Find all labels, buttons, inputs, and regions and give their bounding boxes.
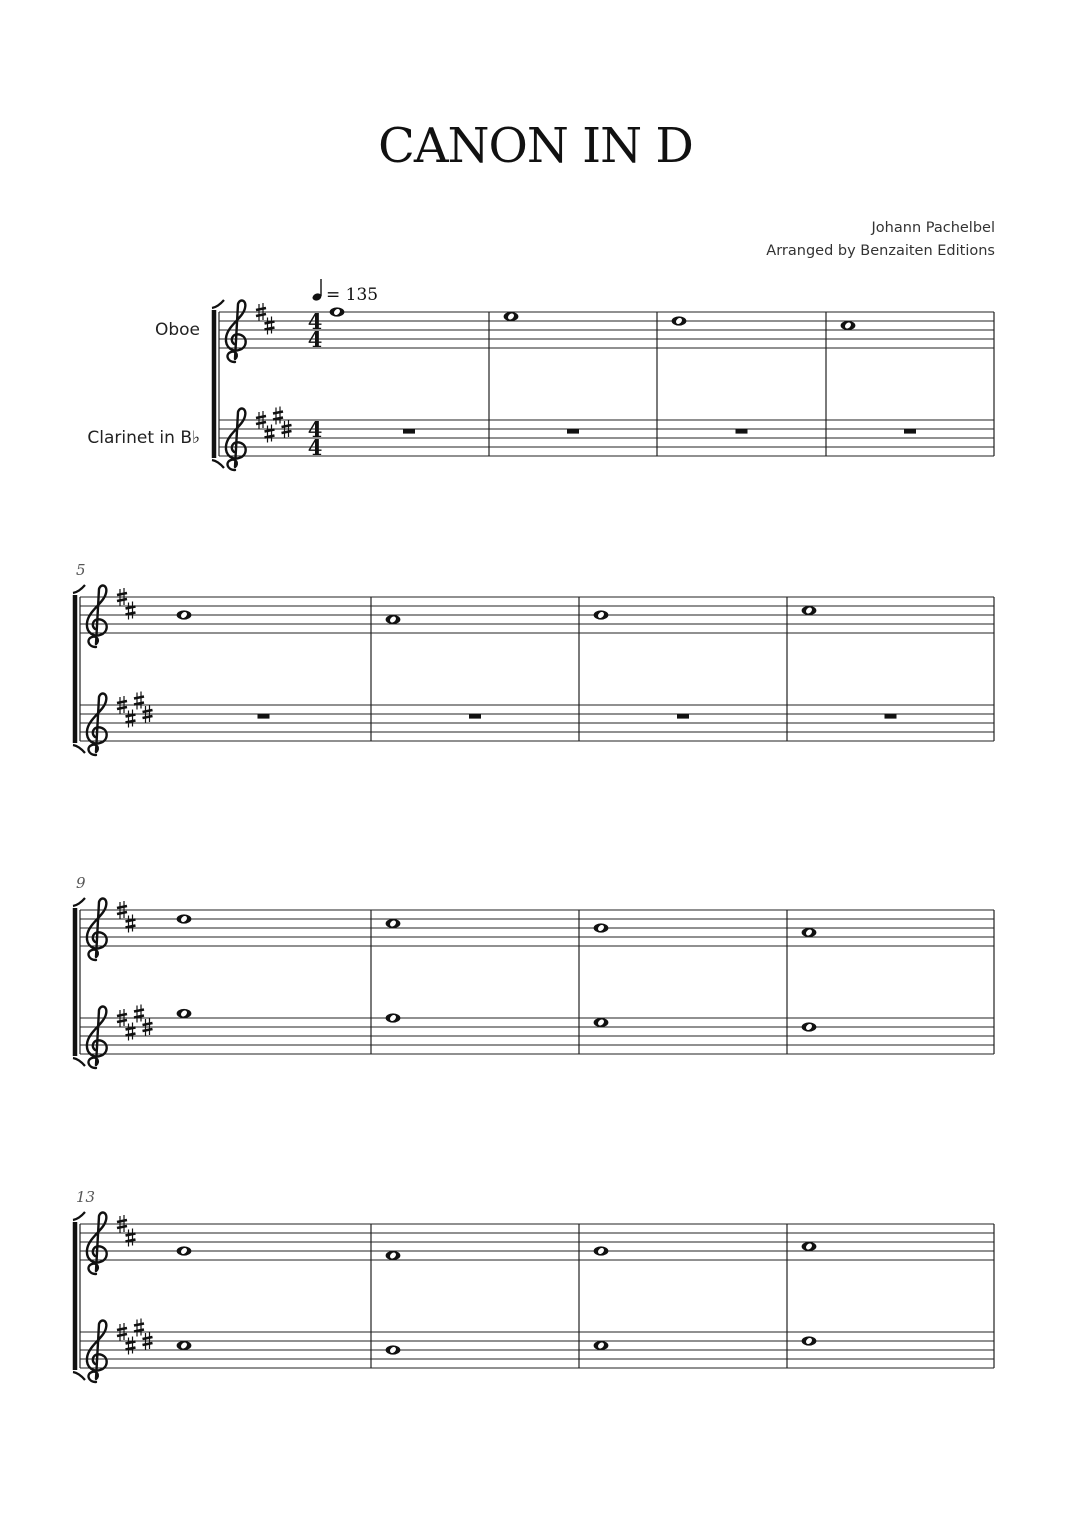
system-3-m1-oboe-whole-note xyxy=(177,914,192,923)
system-1-oboe-key-sharp-2-stroke xyxy=(265,328,275,330)
system-1-oboe-key-sharp-1-stroke xyxy=(256,308,266,310)
system-3-clarinet-key-sharp-1-stroke xyxy=(117,1014,127,1016)
system-2-m4-clarinet-whole-rest xyxy=(885,714,897,719)
system-2-m2-clarinet-whole-rest xyxy=(469,714,481,719)
system-4-oboe-key-sharp-2-stroke xyxy=(126,1240,136,1242)
system-4-clarinet-key-sharp-1-stroke xyxy=(117,1328,127,1330)
system-4-m1-clarinet-whole-note xyxy=(177,1341,192,1350)
system-1-oboe-treble-clef xyxy=(226,301,246,362)
system-4-m2-oboe-whole-note xyxy=(386,1251,401,1260)
system-3-measure-number: 9 xyxy=(76,874,86,892)
system-1-clarinet-key-sharp-3 xyxy=(273,407,283,425)
system-4-clarinet-key-sharp-4-stroke xyxy=(143,1343,153,1345)
system-1-m3-oboe-whole-note xyxy=(672,316,687,325)
system-2-clarinet-key-sharp-4-stroke xyxy=(143,716,153,718)
system-4-bracket-cap-bottom xyxy=(73,1372,85,1380)
system-1-clarinet-key-sharp-4-stroke xyxy=(282,425,292,427)
system-1-clarinet-key-sharp-1-stroke xyxy=(256,422,266,424)
system-1-clarinet-key-sharp-3-stroke xyxy=(273,412,283,414)
instrument-label-clarinet: Clarinet in B♭ xyxy=(87,428,200,448)
system-2-oboe-key-sharp-1-stroke xyxy=(117,599,127,601)
system-4-oboe-treble-clef xyxy=(87,1213,107,1274)
system-1-clarinet-key-sharp-1-stroke xyxy=(256,416,266,418)
system-2-clarinet-key-sharp-3-stroke xyxy=(134,703,144,705)
system-1-oboe-key-sharp-2 xyxy=(265,317,275,335)
system-3-m4-clarinet-whole-note xyxy=(802,1022,817,1031)
system-1-bracket-cap-bottom xyxy=(212,460,224,468)
system-4-oboe-key-sharp-2-stroke xyxy=(126,1234,136,1236)
system-4-m2-clarinet-whole-note xyxy=(386,1345,401,1354)
system-4-clarinet-key-sharp-3 xyxy=(134,1319,144,1337)
system-1-m2-clarinet-whole-rest xyxy=(567,429,579,434)
system-1-m4-oboe-whole-note xyxy=(841,321,856,330)
system-2-clarinet-key-sharp-2-stroke xyxy=(126,721,136,723)
system-1-oboe-key-sharp-2-stroke xyxy=(265,322,275,324)
system-3-oboe-key-sharp-1-stroke xyxy=(117,906,127,908)
system-3-oboe-treble-clef xyxy=(87,899,107,960)
system-2-bracket-cap-bottom xyxy=(73,745,85,753)
system-3-m4-oboe-whole-note xyxy=(802,928,817,937)
system-2-clarinet-key-sharp-1-stroke xyxy=(117,701,127,703)
system-1-clarinet-key-sharp-3-stroke xyxy=(273,418,283,420)
system-4-oboe-key-sharp-2 xyxy=(126,1229,136,1247)
system-1-oboe-treble-clef-glyph xyxy=(226,301,246,362)
system-3-clarinet-treble-clef xyxy=(87,1007,107,1068)
system-3-m1-clarinet-whole-note xyxy=(177,1009,192,1018)
system-4-oboe-key-sharp-1-stroke xyxy=(117,1226,127,1228)
system-1-clarinet-time-signature-bottom: 4 xyxy=(307,435,323,460)
system-4-oboe-key-sharp-1-stroke xyxy=(117,1220,127,1222)
system-3-oboe-key-sharp-1-stroke xyxy=(117,912,127,914)
arranger-credit: Arranged by Benzaiten Editions xyxy=(766,243,995,259)
system-2-clarinet-treble-clef xyxy=(87,694,107,755)
system-2-bracket-cap-top xyxy=(73,585,85,593)
system-3-bracket-cap-bottom xyxy=(73,1058,85,1066)
system-4-oboe-treble-clef-glyph xyxy=(87,1213,107,1274)
system-3-oboe-key-sharp-2-stroke xyxy=(126,926,136,928)
system-4-clarinet-key-sharp-3-stroke xyxy=(134,1324,144,1326)
system-2-oboe-key-sharp-1-stroke xyxy=(117,593,127,595)
score-title: CANON IN D xyxy=(378,118,693,174)
system-2-oboe-key-sharp-2-stroke xyxy=(126,613,136,615)
system-3-clarinet-key-sharp-4-stroke xyxy=(143,1023,153,1025)
system-1-clarinet-key-sharp-2 xyxy=(265,425,275,443)
system-3-oboe-key-sharp-2-stroke xyxy=(126,920,136,922)
system-4-m1-oboe-whole-note xyxy=(177,1246,192,1255)
composer-credit: Johann Pachelbel xyxy=(871,220,995,236)
system-4-bracket-cap-top xyxy=(73,1212,85,1220)
system-1-oboe-time-signature-bottom: 4 xyxy=(307,327,323,352)
system-2-clarinet-key-sharp-1-stroke xyxy=(117,707,127,709)
system-2-clarinet-treble-clef-glyph xyxy=(87,694,107,755)
system-2-m3-clarinet-whole-rest xyxy=(677,714,689,719)
system-2-clarinet-key-sharp-3-stroke xyxy=(134,697,144,699)
system-4-clarinet-key-sharp-2 xyxy=(126,1337,136,1355)
system-4-m3-oboe-whole-note xyxy=(594,1246,609,1255)
system-3-m3-oboe-whole-note xyxy=(594,923,609,932)
system-4-measure-number: 13 xyxy=(76,1188,96,1206)
system-3-m3-clarinet-whole-note xyxy=(594,1018,609,1027)
system-1-clarinet-key-sharp-2-stroke xyxy=(265,436,275,438)
instrument-label-oboe: Oboe xyxy=(154,320,200,340)
system-4-clarinet-key-sharp-1-stroke xyxy=(117,1334,127,1336)
system-2-clarinet-key-sharp-3 xyxy=(134,692,144,710)
system-1-m1-oboe-whole-note xyxy=(330,307,345,316)
system-2-oboe-treble-clef-glyph xyxy=(87,586,107,647)
system-1-clarinet-key-sharp-4-stroke xyxy=(282,431,292,433)
system-3-clarinet-key-sharp-2 xyxy=(126,1023,136,1041)
system-4-m4-oboe-whole-note xyxy=(802,1242,817,1251)
system-1-m4-clarinet-whole-rest xyxy=(904,429,916,434)
system-3-oboe-treble-clef-glyph xyxy=(87,899,107,960)
system-1-m1-clarinet-whole-rest xyxy=(403,429,415,434)
system-3-clarinet-key-sharp-2-stroke xyxy=(126,1034,136,1036)
system-1-clarinet-time-signature-top: 4 xyxy=(307,417,323,442)
system-3-clarinet-key-sharp-4-stroke xyxy=(143,1029,153,1031)
system-2-clarinet-key-sharp-4-stroke xyxy=(143,710,153,712)
system-2-measure-number: 5 xyxy=(76,561,86,579)
system-3-clarinet-key-sharp-3 xyxy=(134,1005,144,1023)
system-1-oboe-time-signature-top: 4 xyxy=(307,309,323,334)
system-1-oboe-key-sharp-1-stroke xyxy=(256,314,266,316)
system-1-m2-oboe-whole-note xyxy=(504,312,519,321)
system-2-clarinet-key-sharp-2-stroke xyxy=(126,715,136,717)
system-2-m1-clarinet-whole-rest xyxy=(258,714,270,719)
system-4-m4-clarinet-whole-note xyxy=(802,1336,817,1345)
system-3-m2-oboe-whole-note xyxy=(386,919,401,928)
system-3-clarinet-key-sharp-1-stroke xyxy=(117,1020,127,1022)
system-3-m2-clarinet-whole-note xyxy=(386,1013,401,1022)
system-4-m3-clarinet-whole-note xyxy=(594,1341,609,1350)
system-1-m3-clarinet-whole-rest xyxy=(736,429,748,434)
system-2-clarinet-key-sharp-2 xyxy=(126,710,136,728)
system-1-bracket-cap-top xyxy=(212,300,224,308)
system-3-clarinet-key-sharp-3-stroke xyxy=(134,1010,144,1012)
system-4-clarinet-treble-clef xyxy=(87,1321,107,1382)
system-4-clarinet-key-sharp-3-stroke xyxy=(134,1330,144,1332)
system-3-bracket-cap-top xyxy=(73,898,85,906)
system-3-oboe-key-sharp-2 xyxy=(126,915,136,933)
system-2-m4-oboe-whole-note xyxy=(802,606,817,615)
system-2-m1-oboe-whole-note xyxy=(177,610,192,619)
system-2-oboe-key-sharp-2 xyxy=(126,602,136,620)
system-4-clarinet-treble-clef-glyph xyxy=(87,1321,107,1382)
system-2-m2-oboe-whole-note xyxy=(386,615,401,624)
system-3-clarinet-key-sharp-2-stroke xyxy=(126,1028,136,1030)
system-3-clarinet-key-sharp-3-stroke xyxy=(134,1016,144,1018)
tempo-marking: = 135 xyxy=(326,285,379,305)
system-1-clarinet-key-sharp-2-stroke xyxy=(265,430,275,432)
system-2-oboe-key-sharp-2-stroke xyxy=(126,607,136,609)
system-4-clarinet-key-sharp-2-stroke xyxy=(126,1342,136,1344)
system-3-clarinet-treble-clef-glyph xyxy=(87,1007,107,1068)
system-2-m3-oboe-whole-note xyxy=(594,610,609,619)
system-4-clarinet-key-sharp-2-stroke xyxy=(126,1348,136,1350)
system-1-clarinet-treble-clef xyxy=(226,409,246,470)
system-1-clarinet-treble-clef-glyph xyxy=(226,409,246,470)
system-4-clarinet-key-sharp-4-stroke xyxy=(143,1337,153,1339)
system-2-oboe-treble-clef xyxy=(87,586,107,647)
